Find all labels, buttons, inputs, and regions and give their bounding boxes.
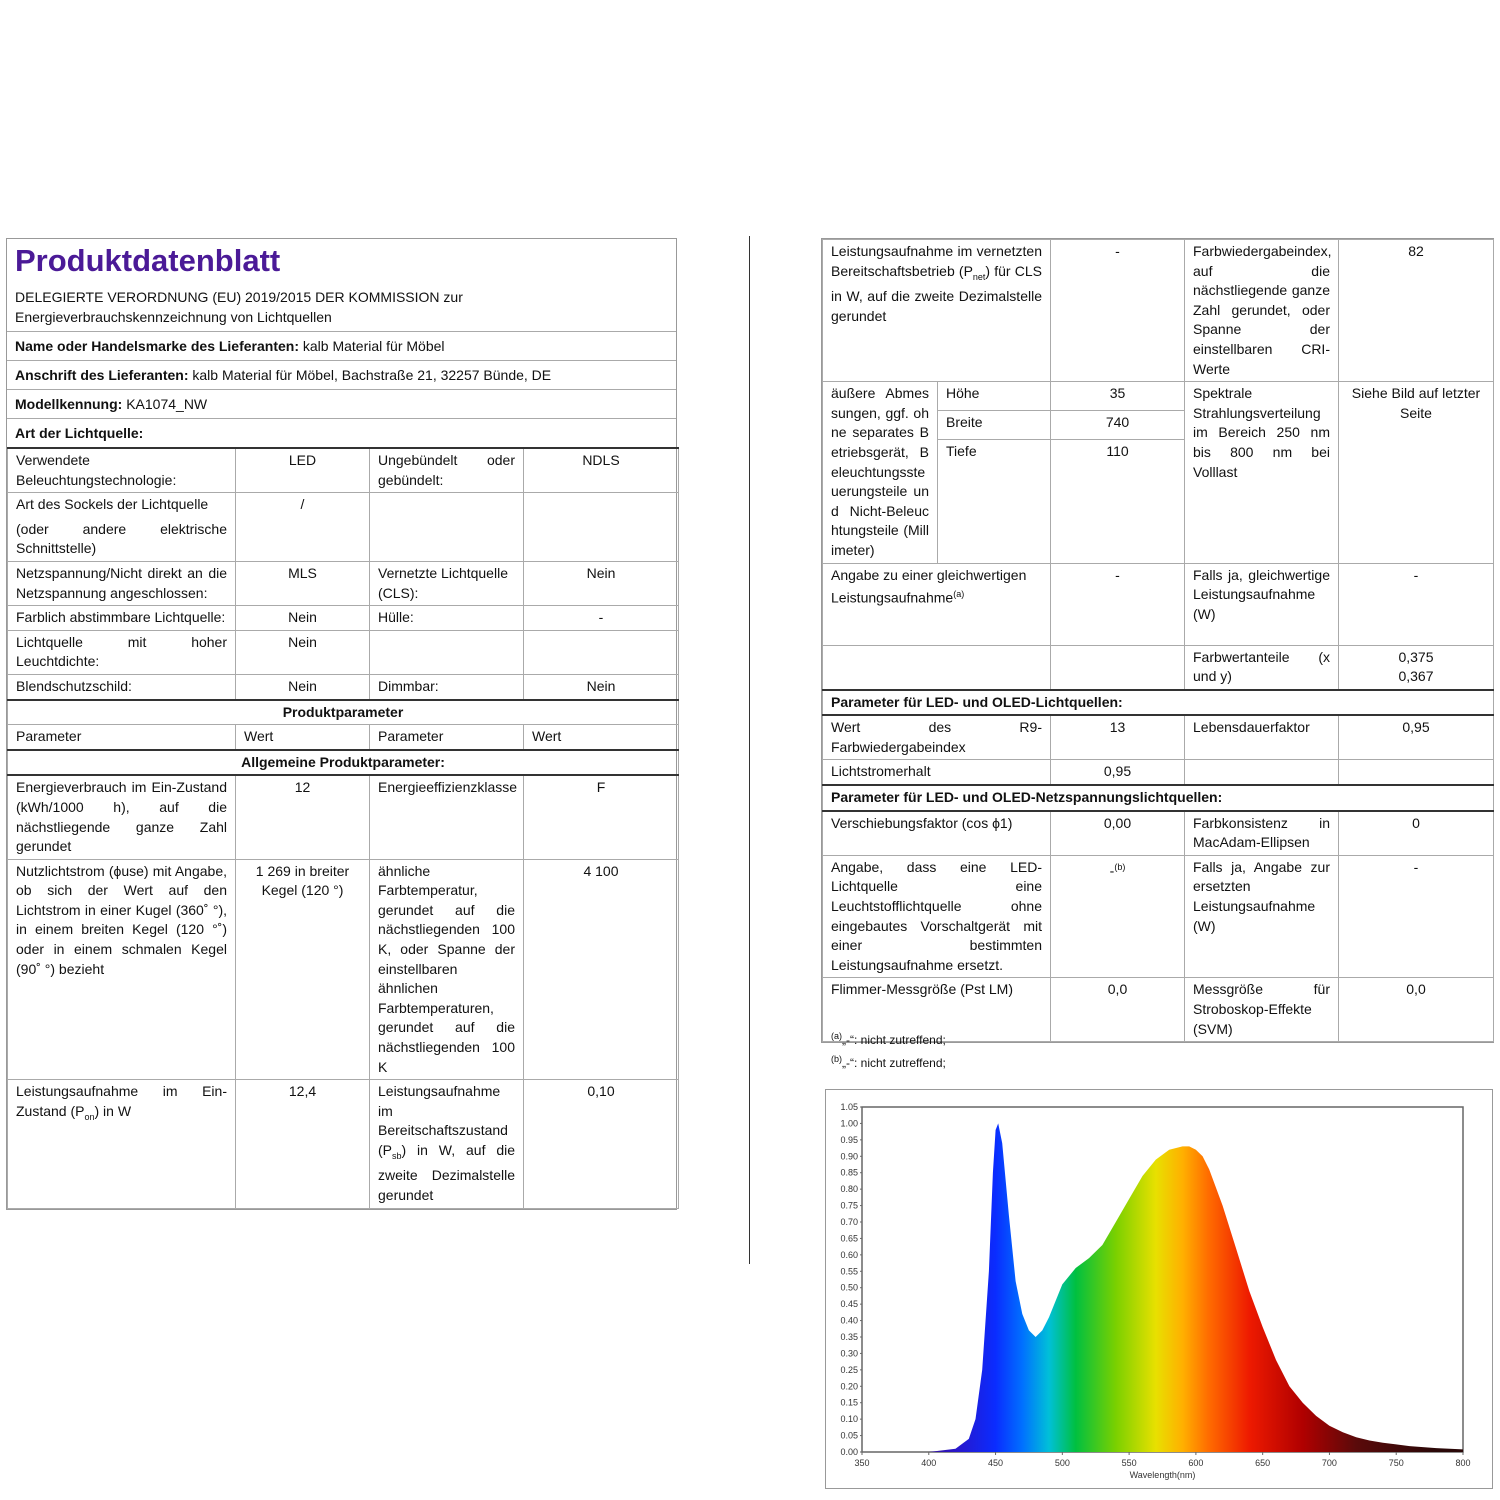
param-value: Nein xyxy=(236,630,370,674)
y-tick-label: 0.45 xyxy=(840,1299,858,1310)
label-part: ) in W, auf die zweite Dezimalstelle gerundet xyxy=(378,1142,515,1203)
label-part: Leistungsaufnahme im vernetzten Bereitschaftsbetrieb (P xyxy=(831,243,1042,279)
param-label xyxy=(370,1080,524,1208)
y-tick-label: 0.85 xyxy=(840,1167,858,1178)
table-row xyxy=(8,493,679,562)
y-tick-label: 0.40 xyxy=(840,1315,858,1326)
label-part: ) für CLS in W, auf die zweite Dezimalstelle gerundet xyxy=(831,262,1042,324)
label-superscript: (a) xyxy=(953,589,965,600)
regulation-line-1: DELEGIERTE VERORDNUNG (EU) 2019/2015 DER KOMMISSION zur xyxy=(15,289,463,305)
footnote-text: „-“: nicht zutreffend; xyxy=(842,1056,946,1070)
table-row xyxy=(823,811,1494,856)
dimension-label: Breite xyxy=(938,410,1051,439)
x-tick-label: 650 xyxy=(1255,1458,1271,1468)
param-value: 0,95 xyxy=(1051,760,1185,785)
label-part: ) in W xyxy=(94,1102,132,1119)
y-tick-label: 0.25 xyxy=(840,1364,858,1375)
param-value: Nein xyxy=(236,674,370,699)
supplier-address-value: kalb Material für Möbel, Bachstraße 21, 32257 Bünde, DE xyxy=(192,367,552,383)
y-tick-label: 0.05 xyxy=(840,1430,858,1441)
model-label: Modellkennung: xyxy=(15,396,123,412)
y-tick-label: 0.65 xyxy=(840,1233,858,1244)
param-label xyxy=(8,493,236,562)
param-value: - xyxy=(1051,240,1185,382)
supplier-address-row xyxy=(7,360,676,389)
param-value: - xyxy=(524,606,679,631)
regulation-text xyxy=(7,281,676,331)
chromaticity-x: 0,375 xyxy=(1398,648,1434,665)
param-label xyxy=(8,1080,236,1208)
param-value: LED xyxy=(236,448,370,493)
column-header-parameter: Parameter xyxy=(8,725,236,750)
param-label-line: Art des Sockels der Lichtquelle xyxy=(16,496,209,513)
param-label: Lichtquelle mit hoher Leuchtdichte: xyxy=(8,630,236,674)
param-value: Nein xyxy=(236,606,370,631)
param-label: Nutzlichtstrom (ϕuse) mit Angabe, ob sich der Wert auf den Lichtstrom in einer Kugel (360˚ °), in einem breiten Kegel (120 °˚) oder in einem schmalen Kegel (90˚ °) bezieht xyxy=(8,859,236,1080)
param-value: Nein xyxy=(524,561,679,605)
param-label: Messgröße für Stroboskop-Effekte (SVM) xyxy=(1185,978,1339,1042)
x-tick-label: 400 xyxy=(921,1458,937,1468)
table-row xyxy=(8,606,679,631)
y-tick-label: 0.95 xyxy=(840,1134,858,1145)
param-value: 0,00 xyxy=(1051,811,1185,856)
param-label: Farbwertanteile (x und y) xyxy=(1185,645,1339,690)
param-label: Farblich abstimmbare Lichtquelle: xyxy=(8,606,236,631)
param-label: Angabe, dass eine LED-Lichtquelle eine Leuchtstofflichtquelle ohne eingebautes Vorschaltgerät mit einer bestimmten Leistungsaufnahme ersetzt. xyxy=(823,855,1051,978)
page-title: Produktdatenblatt xyxy=(15,243,281,278)
param-label: Wert des R9-Farbwiedergabeindex xyxy=(823,715,1051,760)
param-label: ähnliche Farbtemperatur, gerundet auf die nächstliegenden 100 K, oder Spanne der einstellbaren ähnlichen Farbtemperaturen, gerundet auf die nächstliegenden 100 K xyxy=(370,859,524,1080)
param-value: 0,0 xyxy=(1051,978,1185,1042)
x-tick-label: 800 xyxy=(1455,1458,1471,1468)
supplier-name-label: Name oder Handelsmarke des Lieferanten: xyxy=(15,338,299,354)
y-tick-label: 0.50 xyxy=(840,1282,858,1293)
supplier-name-row xyxy=(7,331,676,360)
section-header-row xyxy=(8,700,679,725)
section-header-row xyxy=(823,690,1494,716)
spectrum-chart-frame xyxy=(825,1089,1493,1489)
param-label: Ungebündelt oder gebündelt: xyxy=(370,448,524,493)
column-header-value: Wert xyxy=(236,725,370,750)
param-label: Verschiebungsfaktor (cos ϕ1) xyxy=(823,811,1051,856)
table-row xyxy=(8,630,679,674)
section-header-row xyxy=(8,750,679,776)
table-row xyxy=(823,715,1494,760)
empty-cell xyxy=(370,493,524,562)
param-value: 1 269 in breiter Kegel (120 °) xyxy=(236,859,370,1080)
chromaticity-y: 0,367 xyxy=(1398,668,1434,685)
x-axis-label: Wavelength(nm) xyxy=(1129,1470,1196,1480)
y-tick-label: 0.30 xyxy=(840,1348,858,1359)
empty-cell xyxy=(524,630,679,674)
column-header-parameter: Parameter xyxy=(370,725,524,750)
y-tick-label: 0.70 xyxy=(840,1217,858,1227)
empty-cell xyxy=(1339,760,1494,785)
left-parameter-table xyxy=(7,447,679,1209)
footnote-b xyxy=(831,1052,946,1070)
empty-cell xyxy=(1185,760,1339,785)
x-tick-label: 550 xyxy=(1121,1458,1137,1468)
x-tick-label: 700 xyxy=(1321,1458,1337,1468)
param-value: 4 100 xyxy=(524,859,679,1080)
y-tick-label: 0.10 xyxy=(840,1414,858,1425)
param-label: Falls ja, gleichwertige Leistungsaufnahme (W) xyxy=(1185,563,1339,645)
table-row xyxy=(8,1080,679,1208)
value-superscript: (b) xyxy=(1114,861,1126,872)
x-tick-label: 350 xyxy=(854,1458,870,1468)
param-value: / xyxy=(236,493,370,562)
param-value: Siehe Bild auf letzter Seite xyxy=(1339,382,1494,563)
supplier-address-label: Anschrift des Lieferanten: xyxy=(15,367,189,383)
empty-cell xyxy=(524,493,679,562)
param-label: Dimmbar: xyxy=(370,674,524,699)
table-row xyxy=(823,563,1494,645)
param-label: Vernetzte Lichtquelle (CLS): xyxy=(370,561,524,605)
param-value xyxy=(1339,645,1494,690)
empty-cell xyxy=(370,630,524,674)
param-label xyxy=(823,563,1051,645)
x-tick-label: 500 xyxy=(1054,1458,1070,1468)
param-value: 0,0 xyxy=(1339,978,1494,1042)
param-value xyxy=(1051,855,1185,978)
x-tick-label: 600 xyxy=(1188,1458,1204,1468)
footnote-mark: (b) xyxy=(831,1054,842,1064)
param-label: Energieverbrauch im Ein-Zustand (kWh/1000 h), auf die nächstliegende ganze Zahl gerundet xyxy=(8,775,236,859)
param-value: MLS xyxy=(236,561,370,605)
y-tick-label: 0.20 xyxy=(840,1381,858,1392)
param-value: - xyxy=(1339,855,1494,978)
spectrum-chart xyxy=(826,1090,1492,1488)
param-label-line: (oder andere elektrische Schnittstelle) xyxy=(16,520,227,557)
param-value: - xyxy=(1339,563,1494,645)
column-header-value: Wert xyxy=(524,725,679,750)
label-subscript: sb xyxy=(392,1150,402,1161)
section-general-parameters: Allgemeine Produktparameter: xyxy=(8,750,679,776)
table-row xyxy=(823,240,1494,382)
param-label: Verwendete Beleuchtungstechnologie: xyxy=(8,448,236,493)
column-divider xyxy=(749,236,750,1264)
table-row xyxy=(8,775,679,859)
param-label: Energieeffizienzklasse xyxy=(370,775,524,859)
param-value: 0,10 xyxy=(524,1080,679,1208)
dimension-value: 740 xyxy=(1051,410,1185,439)
empty-cell xyxy=(1051,645,1185,690)
table-row xyxy=(8,859,679,1080)
x-tick-label: 450 xyxy=(988,1458,1004,1468)
param-label: Lichtstromerhalt xyxy=(823,760,1051,785)
label-subscript: on xyxy=(84,1111,95,1122)
table-row xyxy=(823,760,1494,785)
param-label: Hülle: xyxy=(370,606,524,631)
y-tick-label: 0.00 xyxy=(840,1447,858,1457)
param-value: 13 xyxy=(1051,715,1185,760)
section-header-row xyxy=(823,785,1494,811)
section-led-parameters: Parameter für LED- und OLED-Lichtquellen: xyxy=(823,690,1494,716)
empty-cell xyxy=(823,645,1051,690)
light-source-type-row xyxy=(7,418,676,447)
param-value: F xyxy=(524,775,679,859)
table-row xyxy=(823,382,1494,411)
param-label: Lebensdauerfaktor xyxy=(1185,715,1339,760)
footnote-mark: (a) xyxy=(831,1031,842,1041)
label-part: Leistungsaufnahme im Ein-Zustand (P xyxy=(16,1083,227,1119)
param-value: NDLS xyxy=(524,448,679,493)
param-value: 0 xyxy=(1339,811,1494,856)
label-part: Leistungsaufnahme im Bereitschaftszustand (P xyxy=(378,1083,508,1158)
section-product-parameters: Produktparameter xyxy=(8,700,679,725)
param-label: Falls ja, Angabe zur ersetzten Leistungsaufnahme (W) xyxy=(1185,855,1339,978)
section-mains-parameters: Parameter für LED- und OLED-Netzspannungslichtquellen: xyxy=(823,785,1494,811)
y-tick-label: 1.05 xyxy=(840,1102,858,1112)
footnote-a xyxy=(831,1029,946,1047)
param-value: - xyxy=(1051,563,1185,645)
y-tick-label: 1.00 xyxy=(840,1118,858,1129)
y-tick-label: 0.75 xyxy=(840,1200,858,1211)
regulation-line-2: Energieverbrauchskennzeichnung von Lichtquellen xyxy=(15,309,332,325)
param-label xyxy=(823,240,1051,382)
table-row xyxy=(823,855,1494,978)
y-tick-label: 0.15 xyxy=(840,1397,858,1408)
table-row xyxy=(8,561,679,605)
value-part: - xyxy=(1109,862,1115,879)
model-value: KA1074_NW xyxy=(126,396,208,412)
y-tick-label: 0.55 xyxy=(840,1266,858,1277)
right-parameter-table xyxy=(822,239,1494,1042)
model-row xyxy=(7,389,676,418)
column-header-row xyxy=(8,725,679,750)
label-part: Angabe zu einer gleichwertigen Leistungsaufnahme xyxy=(831,566,1027,606)
param-value: Nein xyxy=(524,674,679,699)
param-label: Netzspannung/Nicht direkt an die Netzspannung angeschlossen: xyxy=(8,561,236,605)
dimension-label: Tiefe xyxy=(938,439,1051,563)
label-subscript: net xyxy=(972,271,986,282)
y-tick-label: 0.80 xyxy=(840,1184,858,1195)
param-value: 12 xyxy=(236,775,370,859)
light-source-type-label: Art der Lichtquelle: xyxy=(15,425,144,441)
supplier-name-value: kalb Material für Möbel xyxy=(302,338,445,354)
y-tick-label: 0.35 xyxy=(840,1332,858,1342)
param-label: Spektrale Strahlungsverteilung im Bereich 250 nm bis 800 nm bei Volllast xyxy=(1185,382,1339,563)
y-tick-label: 0.60 xyxy=(840,1249,858,1260)
right-datasheet-panel xyxy=(821,238,1494,1043)
table-row xyxy=(8,674,679,699)
param-value: 82 xyxy=(1339,240,1494,382)
param-label: Farbwiedergabeindex, auf die nächstliegende ganze Zahl gerundet, oder Spanne der einstellbaren CRI-Werte xyxy=(1185,240,1339,382)
param-label: äußere Abmessungen, ggf. ohne separates Betriebsgerät, Beleuchtungssteuerungsteile und Nicht-Beleuchtungsteile (Millimeter) xyxy=(823,382,938,563)
param-value: 0,95 xyxy=(1339,715,1494,760)
y-tick-label: 0.90 xyxy=(840,1151,858,1162)
left-datasheet-panel xyxy=(6,238,677,1210)
param-value: 12,4 xyxy=(236,1080,370,1208)
table-row xyxy=(8,448,679,493)
param-label: Farbkonsistenz in MacAdam-Ellipsen xyxy=(1185,811,1339,856)
table-row xyxy=(823,645,1494,690)
param-label: Flimmer-Messgröße (Pst LM) xyxy=(823,978,1051,1042)
dimension-value: 110 xyxy=(1051,439,1185,563)
dimension-label: Höhe xyxy=(938,382,1051,411)
footnote-text: „-“: nicht zutreffend; xyxy=(842,1033,946,1047)
param-label: Blendschutzschild: xyxy=(8,674,236,699)
x-tick-label: 750 xyxy=(1388,1458,1404,1468)
dimension-value: 35 xyxy=(1051,382,1185,411)
